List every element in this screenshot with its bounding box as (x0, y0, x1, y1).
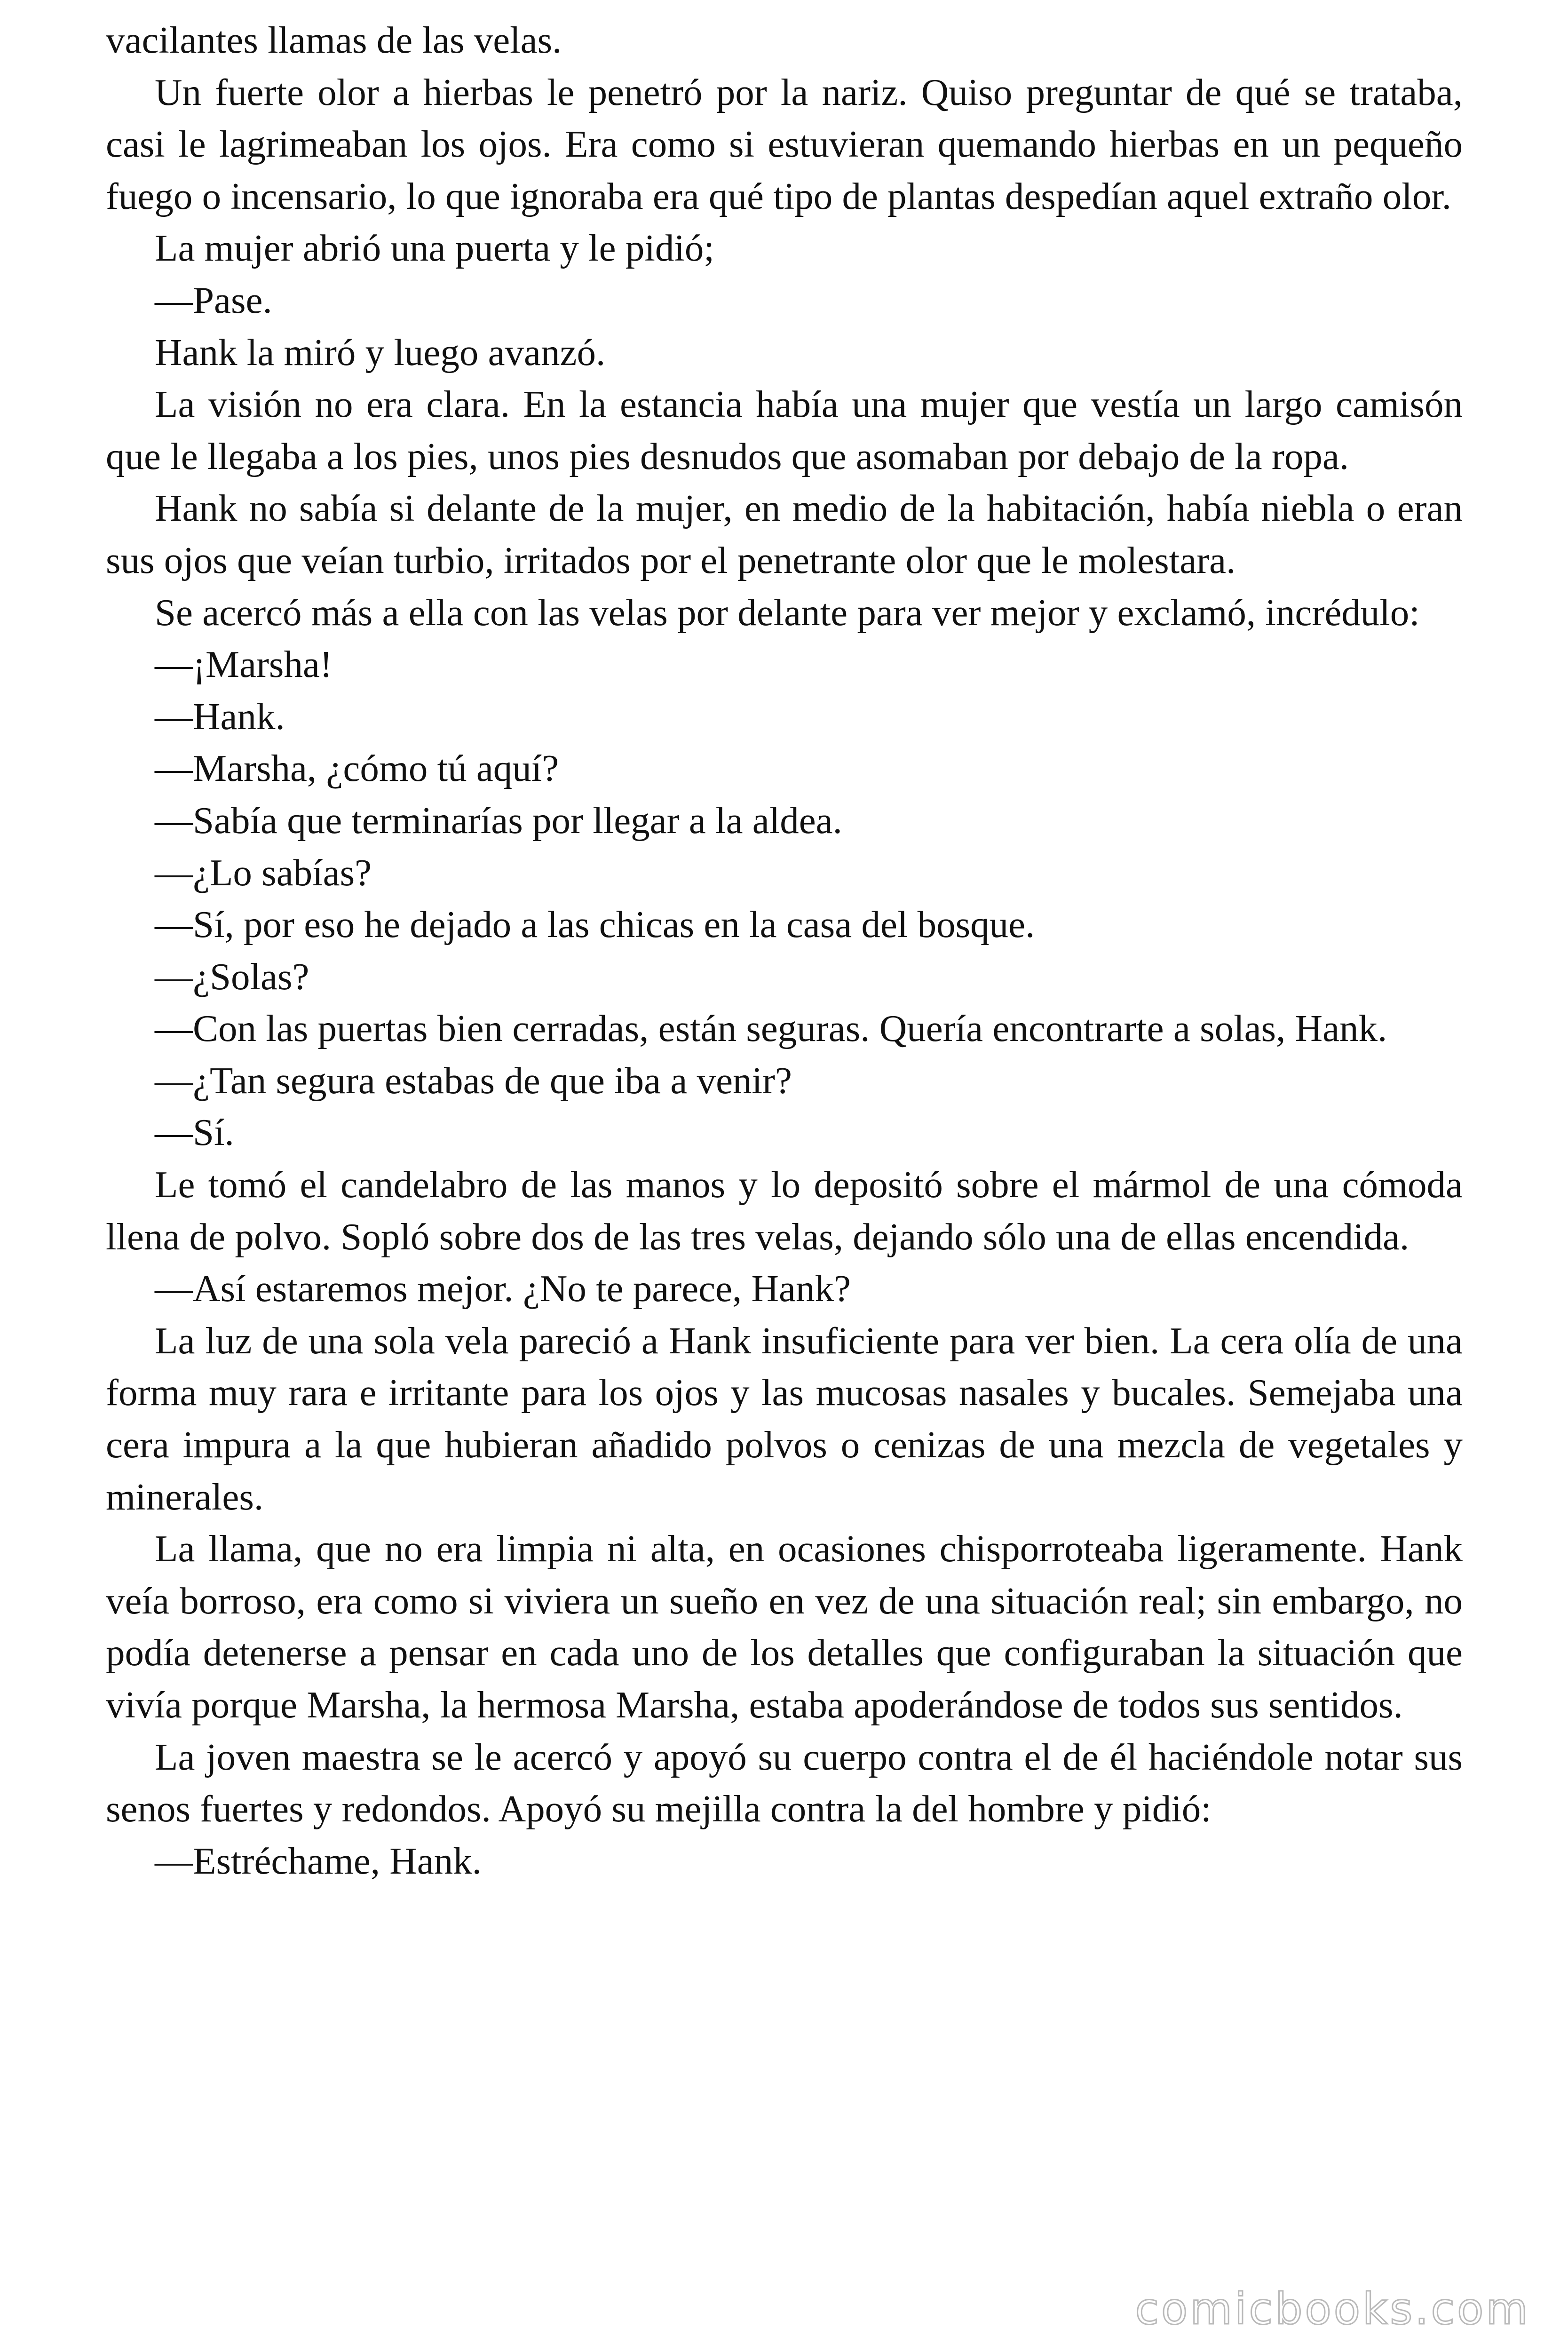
dialogue-line: —Sí. (155, 1111, 234, 1154)
paragraph: Hank no sabía si delante de la mujer, en medio de la habitación, había niebla o eran sus ojos que veían turbio, irritados por el penetrante olor que le molestara. (106, 487, 1463, 581)
paragraph: Le tomó el candelabro de las manos y lo depositó sobre el mármol de una cómoda llena de polvo. Sopló sobre dos de las tres velas, dejando sólo una de ellas encendida. (106, 1163, 1463, 1258)
dialogue-line: —Estréchame, Hank. (155, 1839, 482, 1882)
dialogue-line: —Sí, por eso he dejado a las chicas en la casa del bosque. (155, 903, 1035, 946)
paragraph-continuation: vacilantes llamas de las velas. (106, 19, 562, 61)
paragraph: La llama, que no era limpia ni alta, en ocasiones chisporroteaba ligeramente. Hank veía borroso, era como si viviera un sueño en vez de una situación real; sin embargo, no podía detenerse a pensar en cada uno de los detalles que configuraban la situación que vivía porque Marsha, la hermosa Marsha, estaba apoderándose de todos sus sentidos. (106, 1527, 1463, 1726)
dialogue-line: —¿Lo sabías? (155, 851, 372, 894)
paragraph: La luz de una sola vela pareció a Hank insuficiente para ver bien. La cera olía de una forma muy rara e irritante para los ojos y las mucosas nasales y bucales. Semejaba una cera impura a la que hubieran añadido polvos o cenizas de una mezcla de vegetales y minerales. (106, 1319, 1463, 1518)
dialogue-line: —Marsha, ¿cómo tú aquí? (155, 747, 559, 790)
dialogue-line: —¿Tan segura estabas de que iba a venir? (155, 1059, 792, 1102)
paragraph: La visión no era clara. En la estancia había una mujer que vestía un largo camisón que le llegaba a los pies, unos pies desnudos que asomaban por debajo de la ropa. (106, 383, 1463, 477)
paragraph: La mujer abrió una puerta y le pidió; (155, 227, 714, 270)
dialogue-line: —Así estaremos mejor. ¿No te parece, Hank? (155, 1267, 851, 1310)
dialogue-line: —¡Marsha! (155, 643, 333, 686)
paragraph: Hank la miró y luego avanzó. (155, 331, 606, 373)
paragraph: La joven maestra se le acercó y apoyó su cuerpo contra el de él haciéndole notar sus senos fuertes y redondos. Apoyó su mejilla contra la del hombre y pidió: (106, 1735, 1463, 1830)
paragraph: Se acercó más a ella con las velas por delante para ver mejor y exclamó, incrédulo: (155, 591, 1420, 634)
dialogue-line: —Hank. (155, 695, 285, 738)
dialogue-line: —Sabía que terminarías por llegar a la aldea. (155, 799, 842, 842)
watermark: comicbooks.com (1135, 2284, 1530, 2334)
paragraph: Un fuerte olor a hierbas le penetró por la nariz. Quiso preguntar de qué se trataba, casi le lagrimeaban los ojos. Era como si estuvieran quemando hierbas en un pequeño fuego o incensario, lo que ignoraba era qué tipo de plantas despedían aquel extraño olor. (106, 71, 1463, 217)
book-page (106, 14, 1463, 1887)
dialogue-line: —Con las puertas bien cerradas, están seguras. Quería encontrarte a solas, Hank. (155, 1007, 1387, 1050)
dialogue-line: —Pase. (155, 278, 272, 321)
dialogue-line: —¿Solas? (155, 955, 309, 998)
